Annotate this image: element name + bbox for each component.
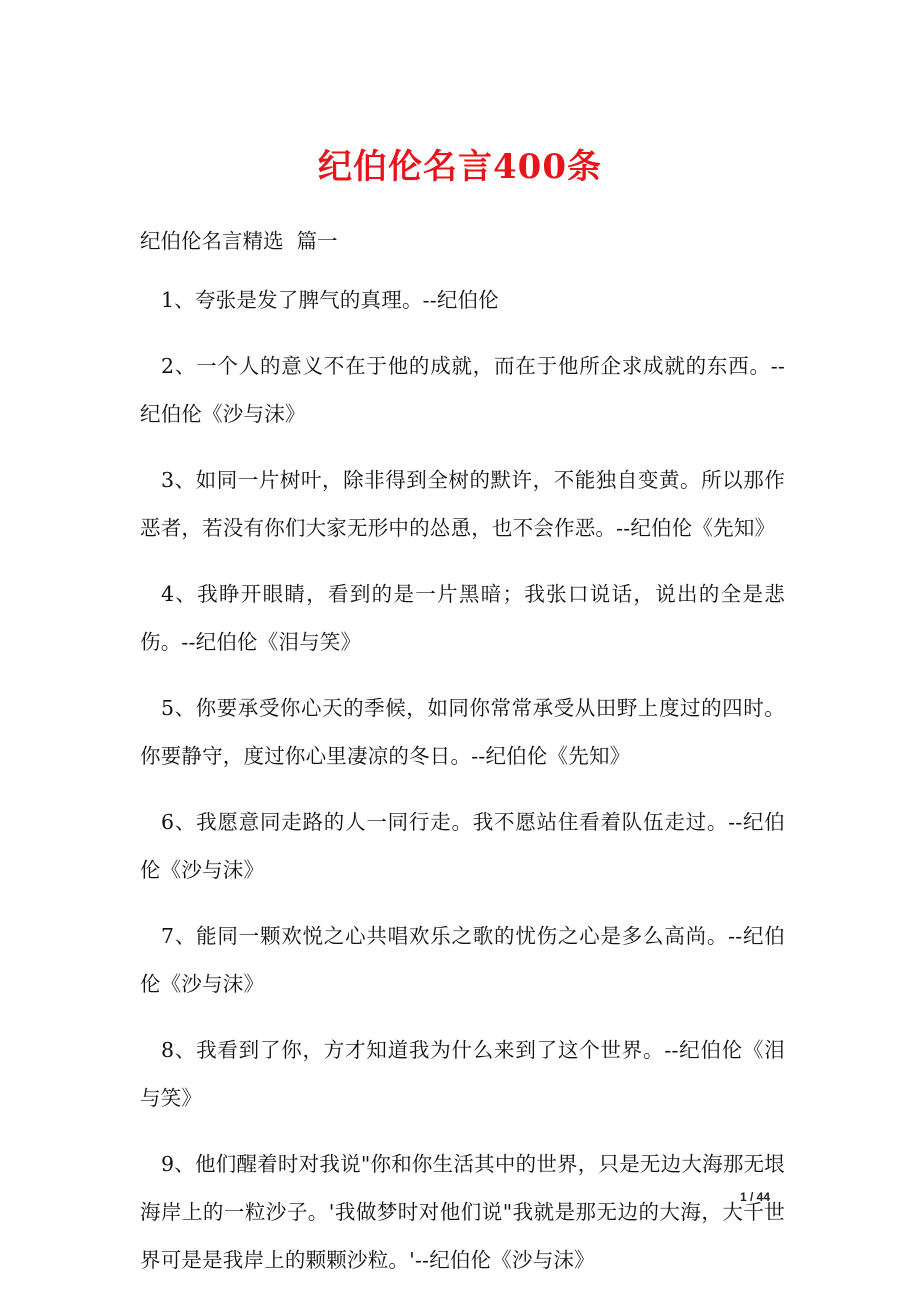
section-heading: 纪伯伦名言精选 篇一: [140, 229, 338, 253]
quote-item: 6、我愿意同走路的人一同行走。我不愿站住看着队伍走过。--纪伯伦《沙与沫》: [140, 810, 785, 882]
quote-item: 9、他们醒着时对我说"你和你生活其中的世界，只是无边大海那无垠海岸上的一粒沙子。'我做梦时对他们说"我就是那无边的大海，大千世界可是是我岸上的颗颗沙粒。'--纪伯伦《沙与沫》: [140, 1152, 785, 1272]
page-title: 纪伯伦名言400条: [318, 147, 602, 187]
quote-item: 3、如同一片树叶，除非得到全树的默许，不能独自变黄。所以那作恶者，若没有你们大家无形中的怂恿，也不会作恶。--纪伯伦《先知》: [140, 468, 785, 540]
quote-item: 4、我睁开眼睛，看到的是一片黑暗；我张口说话，说出的全是悲伤。--纪伯伦《泪与笑》: [140, 582, 785, 654]
quote-list: [140, 276, 785, 1302]
quote-item: 5、你要承受你心天的季候，如同你常常承受从田野上度过的四时。你要静守，度过你心里凄凉的冬日。--纪伯伦《先知》: [140, 696, 785, 768]
quote-item: 1、夸张是发了脾气的真理。--纪伯伦: [161, 288, 499, 312]
quote-item: 2、一个人的意义不在于他的成就，而在于他所企求成就的东西。--纪伯伦《沙与沫》: [140, 354, 785, 426]
page-indicator: 1 / 44: [740, 1190, 771, 1204]
quote-item: 8、我看到了你，方才知道我为什么来到了这个世界。--纪伯伦《泪与笑》: [140, 1038, 785, 1110]
quote-item: 7、能同一颗欢悦之心共唱欢乐之歌的忧伤之心是多么高尚。--纪伯伦《沙与沫》: [140, 924, 785, 996]
